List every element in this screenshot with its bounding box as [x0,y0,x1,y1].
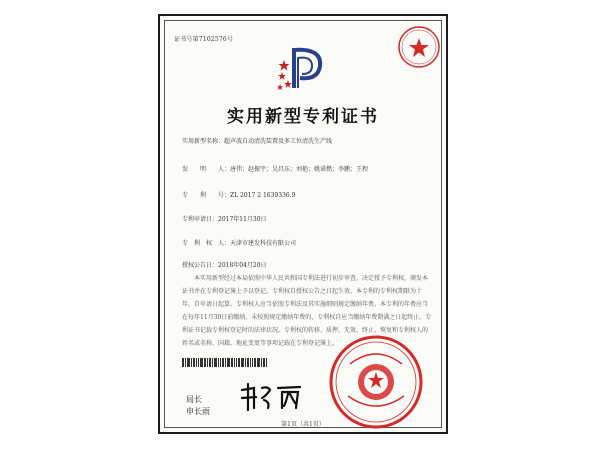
field-grant-date: 授权公告日：2018年04月20日 [182,262,267,269]
patent-office-logo-icon [276,44,334,94]
page-footer: 第1页（共1页） [281,421,325,428]
field-utility-model-name: 实用新型名称：超声波自动清洗装置及多工位清洗生产线 [182,138,333,145]
official-stamp-icon [396,24,442,70]
barcode [182,358,306,367]
field-inventors: 发 明 人：唐伟；赵振宇；吴昌东；刘艳；姚诺燃；李鹏；王程 [182,166,369,173]
certificate-title: 实用新型专利证书 [227,107,379,127]
director-label: 局长 申长雨 [186,395,210,416]
field-patentee: 专 利 权 人：天津市建发科技有限公司 [182,240,297,247]
director-signature-icon [238,380,308,414]
certificate-number: 证书号第7102576号 [174,36,234,43]
patent-certificate [158,14,448,434]
intellectual-property-office-seal-icon [328,334,424,430]
field-application-date: 专利申请日：2017年11月30日 [182,216,267,223]
certificate-body-text: 本实用新型经过本局依照中华人民共和国专利法进行初步审查，决定授予专利权，颁发本证书并在专利登记簿上予以登记。专利权自授权公告之日起生效。本专利的专利权期限为十年，自申请日起算。专利权人应当依照专利法及其实施细则规定缴纳年费。本专利的年费应当在每年11月30日前缴纳。未按照规定缴纳年费的，专利权自应当缴纳年费期满之日起终止。专利证书记载专利权登记时的法律状况。专利权的转移、质押、无效、终止、恢复和专利权人的姓名或名称、国籍、地址变更等事项记载在专利登记簿上。 [182,275,432,347]
field-patent-number: 专 利 号：ZL 2017 2 1639336.9 [182,192,296,199]
